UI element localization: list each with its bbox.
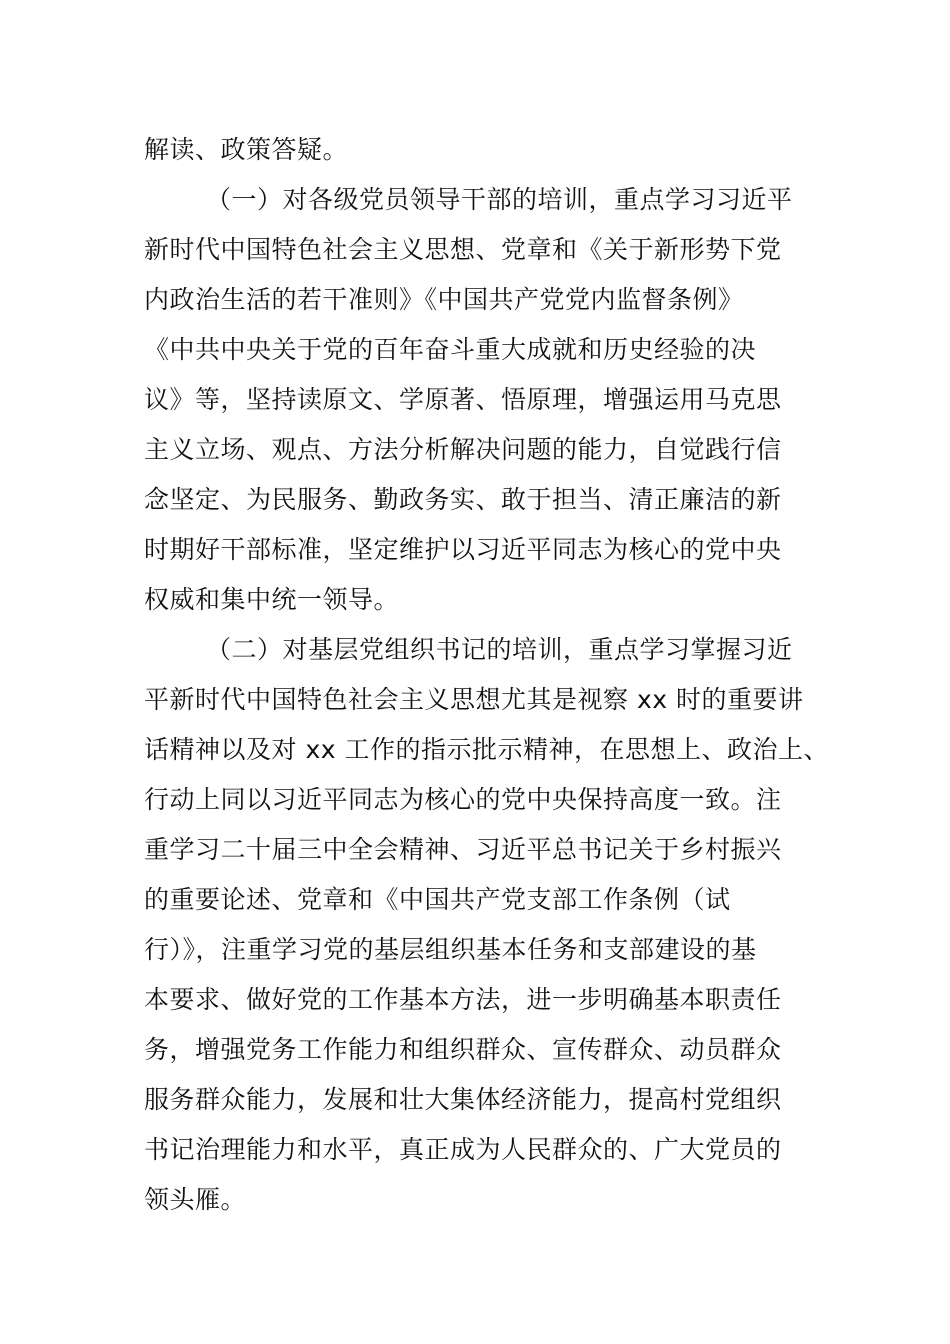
text-line-5: 《中共中央关于党的百年奋斗重大成就和历史经验的决 bbox=[144, 335, 757, 364]
text-line-18: 本要求、做好党的工作基本方法，进一步明确基本职责任 bbox=[144, 985, 782, 1014]
text-line-13: 话精神以及对 xx 工作的指示批示精神，在思想上、政治上、 bbox=[144, 735, 829, 764]
text-line-16: 的重要论述、党章和《中国共产党支部工作条例（试 bbox=[144, 885, 731, 914]
text-line-10: 权威和集中统一领导。 bbox=[144, 585, 400, 614]
text-line-1: 解读、政策答疑。 bbox=[144, 135, 349, 164]
text-line-12: 平新时代中国特色社会主义思想尤其是视察 xx 时的重要讲 bbox=[144, 685, 804, 714]
text-line-4: 内政治生活的若干准则》《中国共产党党内监督条例》 bbox=[144, 285, 744, 314]
text-line-19: 务，增强党务工作能力和组织群众、宣传群众、动员群众 bbox=[144, 1035, 782, 1064]
text-line-20: 服务群众能力，发展和壮大集体经济能力，提高村党组织 bbox=[144, 1085, 782, 1114]
text-line-17: 行）》，注重学习党的基层组织基本任务和支部建设的基 bbox=[144, 935, 757, 964]
text-line-2: （一）对各级党员领导干部的培训，重点学习习近平 bbox=[206, 185, 793, 214]
text-line-7: 主义立场、观点、方法分析解决问题的能力，自觉践行信 bbox=[144, 435, 782, 464]
text-line-15: 重学习二十届三中全会精神、习近平总书记关于乡村振兴 bbox=[144, 835, 782, 864]
text-line-22: 领头雁。 bbox=[144, 1185, 247, 1214]
text-line-6: 议》等，坚持读原文、学原著、悟原理，增强运用马克思 bbox=[144, 385, 782, 414]
text-line-8: 念坚定、为民服务、勤政务实、敢于担当、清正廉洁的新 bbox=[144, 485, 782, 514]
text-line-3: 新时代中国特色社会主义思想、党章和《关于新形势下党 bbox=[144, 235, 782, 264]
text-line-9: 时期好干部标准，坚定维护以习近平同志为核心的党中央 bbox=[144, 535, 782, 564]
text-line-14: 行动上同以习近平同志为核心的党中央保持高度一致。注 bbox=[144, 785, 782, 814]
text-line-11: （二）对基层党组织书记的培训，重点学习掌握习近 bbox=[206, 635, 793, 664]
text-line-21: 书记治理能力和水平，真正成为人民群众的、广大党员的 bbox=[144, 1135, 782, 1164]
